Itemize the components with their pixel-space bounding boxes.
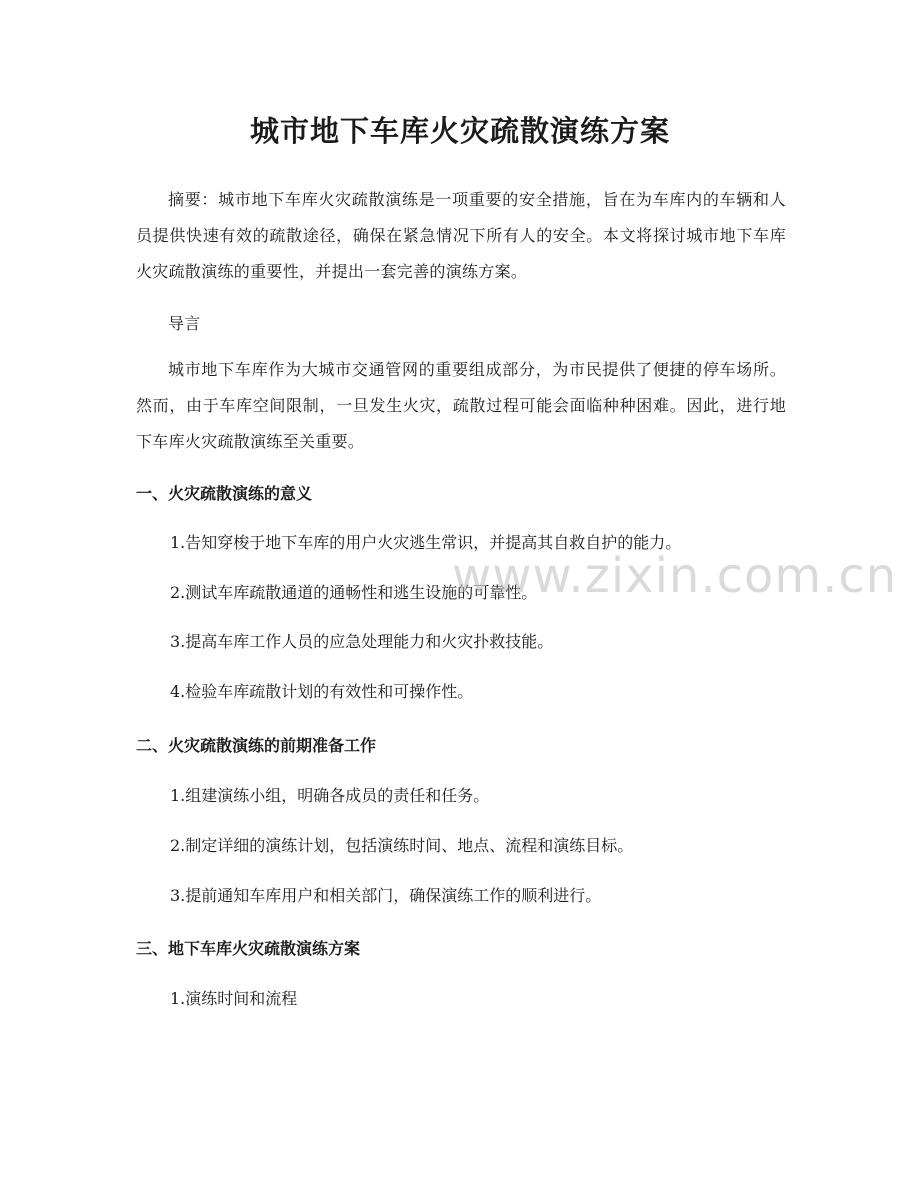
section-2-item: 2.制定详细的演练计划，包括演练时间、地点、流程和演练目标。 <box>170 836 634 855</box>
section-1-item: 4.检验车库疏散计划的有效性和可操作性。 <box>170 682 474 701</box>
section-3-heading: 三、地下车库火灾疏散演练方案 <box>136 939 361 958</box>
intro-paragraph: 城市地下车库作为大城市交通管网的重要组成部分，为市民提供了便捷的停车场所。然而，由于车库空间限制，一旦发生火灾，疏散过程可能会面临种种困难。因此，进行地下车库火灾疏散演练至关重要。 <box>136 360 786 451</box>
section-3-item: 1.演练时间和流程 <box>170 989 298 1008</box>
section-1-item: 3.提高车库工作人员的应急处理能力和火灾扑救技能。 <box>170 632 554 651</box>
section-2-item: 1.组建演练小组，明确各成员的责任和任务。 <box>170 786 490 805</box>
section-1-item: 1.告知穿梭于地下车库的用户火灾逃生常识，并提高其自救自护的能力。 <box>170 533 682 552</box>
section-1-item: 2.测试车库疏散通道的通畅性和逃生设施的可靠性。 <box>170 583 538 602</box>
abstract-paragraph: 摘要：城市地下车库火灾疏散演练是一项重要的安全措施，旨在为车库内的车辆和人员提供快速有效的疏散途径，确保在紧急情况下所有人的安全。本文将探讨城市地下车库火灾疏散演练的重要性，并提出一套完善的演练方案。 <box>136 190 786 281</box>
section-1-heading: 一、火灾疏散演练的意义 <box>136 484 313 503</box>
intro-label: 导言 <box>168 314 201 333</box>
document-title: 城市地下车库火灾疏散演练方案 <box>249 114 670 148</box>
section-2-item: 3.提前通知车库用户和相关部门，确保演练工作的顺利进行。 <box>170 886 602 905</box>
section-2-heading: 二、火灾疏散演练的前期准备工作 <box>136 736 377 755</box>
watermark-text: www.zixin.com.cn <box>452 548 898 604</box>
